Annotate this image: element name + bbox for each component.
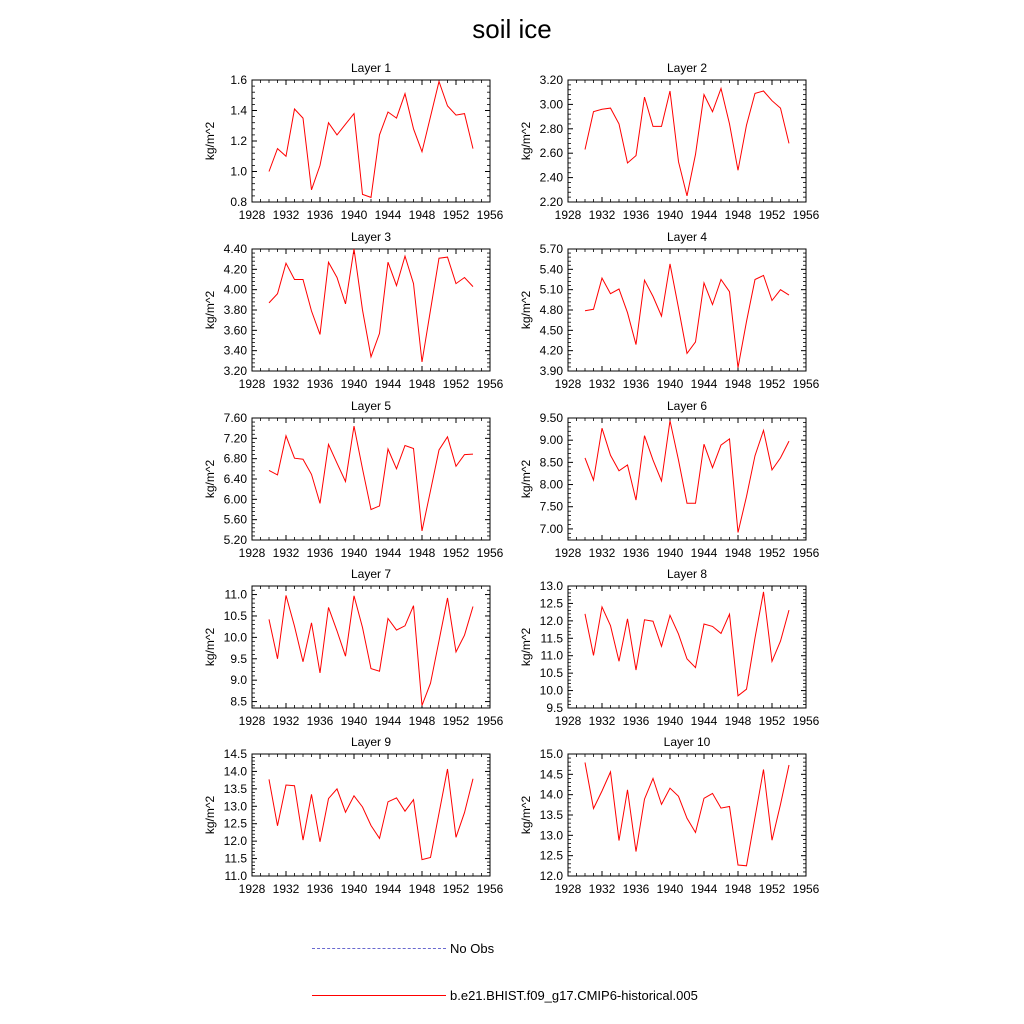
panel-title-layer-2: Layer 2 xyxy=(666,61,708,75)
y-axis-label-layer-7: kg/m^2 xyxy=(203,627,217,667)
x-tick-label: 1940 xyxy=(340,714,368,728)
x-tick-label: 1936 xyxy=(306,377,334,391)
x-tick-label: 1952 xyxy=(442,882,470,896)
y-tick-label: 12.5 xyxy=(539,596,563,611)
y-tick-label: 1.2 xyxy=(230,134,247,148)
x-tick-label: 1956 xyxy=(476,714,504,728)
y-tick-label: 6.40 xyxy=(223,472,247,486)
x-tick-label: 1952 xyxy=(442,208,470,222)
plot-frame-layer-1 xyxy=(252,80,490,202)
y-tick-label: 1.4 xyxy=(230,103,247,118)
x-tick-label: 1956 xyxy=(792,882,820,896)
panel-title-layer-9: Layer 9 xyxy=(350,735,392,749)
y-tick-label: 12.5 xyxy=(223,816,247,831)
x-tick-label: 1940 xyxy=(656,208,684,222)
y-tick-label: 9.50 xyxy=(539,411,563,425)
y-tick-label: 13.5 xyxy=(539,808,563,822)
y-tick-label: 4.80 xyxy=(539,303,563,317)
x-tick-label: 1944 xyxy=(690,377,718,391)
y-tick-label: 0.8 xyxy=(230,195,247,209)
y-tick-label: 10.0 xyxy=(539,683,563,698)
y-tick-label: 15.0 xyxy=(539,747,563,761)
y-tick-label: 5.60 xyxy=(223,512,247,527)
y-tick-label: 2.40 xyxy=(539,170,563,185)
x-tick-label: 1948 xyxy=(724,714,752,728)
y-tick-label: 9.0 xyxy=(230,673,247,688)
legend-label-model: b.e21.BHIST.f09_g17.CMIP6-historical.005 xyxy=(450,988,698,1003)
y-tick-label: 11.5 xyxy=(224,851,247,866)
x-tick-label: 1936 xyxy=(306,208,334,222)
y-tick-label: 2.20 xyxy=(539,195,563,209)
y-axis-label-layer-2: kg/m^2 xyxy=(519,121,533,161)
series-line-layer-5 xyxy=(269,426,473,531)
x-tick-label: 1944 xyxy=(374,546,402,560)
x-tick-label: 1944 xyxy=(690,546,718,560)
x-tick-label: 1956 xyxy=(476,377,504,391)
x-tick-label: 1932 xyxy=(588,714,616,728)
series-line-layer-2 xyxy=(585,89,789,196)
x-tick-label: 1952 xyxy=(758,882,786,896)
y-tick-label: 9.5 xyxy=(230,651,247,666)
y-tick-label: 11.0 xyxy=(540,648,563,663)
x-tick-label: 1928 xyxy=(238,714,266,728)
x-tick-label: 1952 xyxy=(758,377,786,391)
y-axis-label-layer-8: kg/m^2 xyxy=(519,627,533,667)
x-tick-label: 1928 xyxy=(554,714,582,728)
y-tick-label: 13.0 xyxy=(539,828,563,843)
panel-title-layer-8: Layer 8 xyxy=(666,567,708,581)
x-tick-label: 1932 xyxy=(272,377,300,391)
y-tick-label: 12.0 xyxy=(223,834,247,849)
y-tick-label: 10.0 xyxy=(223,630,247,645)
y-tick-label: 7.00 xyxy=(539,521,563,536)
y-tick-label: 5.70 xyxy=(539,242,563,256)
x-tick-label: 1928 xyxy=(238,208,266,222)
x-tick-label: 1928 xyxy=(238,546,266,560)
x-tick-label: 1928 xyxy=(554,377,582,391)
x-tick-label: 1932 xyxy=(272,546,300,560)
x-tick-label: 1928 xyxy=(554,882,582,896)
x-tick-label: 1940 xyxy=(656,882,684,896)
figure-title: soil ice xyxy=(472,14,552,44)
series-line-layer-3 xyxy=(269,249,473,362)
y-tick-label: 4.00 xyxy=(223,282,247,297)
y-tick-label: 9.00 xyxy=(539,433,563,448)
x-tick-label: 1944 xyxy=(690,208,718,222)
x-tick-label: 1956 xyxy=(792,546,820,560)
x-tick-label: 1928 xyxy=(554,208,582,222)
x-tick-label: 1952 xyxy=(758,208,786,222)
x-tick-label: 1948 xyxy=(724,377,752,391)
y-tick-label: 9.5 xyxy=(546,701,563,715)
y-tick-label: 2.60 xyxy=(539,146,563,161)
y-axis-label-layer-4: kg/m^2 xyxy=(519,290,533,330)
x-tick-label: 1936 xyxy=(622,377,650,391)
x-tick-label: 1944 xyxy=(690,882,718,896)
y-tick-label: 3.60 xyxy=(223,323,247,338)
x-tick-label: 1936 xyxy=(622,546,650,560)
y-tick-label: 5.40 xyxy=(539,262,563,277)
y-tick-label: 3.20 xyxy=(539,73,563,87)
x-tick-label: 1928 xyxy=(238,377,266,391)
y-tick-label: 1.6 xyxy=(230,73,247,87)
panel-title-layer-5: Layer 5 xyxy=(350,399,392,413)
y-tick-label: 8.50 xyxy=(539,455,563,470)
y-tick-label: 14.0 xyxy=(539,787,563,802)
y-axis-label-layer-1: kg/m^2 xyxy=(203,121,217,161)
x-tick-label: 1940 xyxy=(340,882,368,896)
y-axis-label-layer-3: kg/m^2 xyxy=(203,290,217,330)
x-tick-label: 1932 xyxy=(588,882,616,896)
x-tick-label: 1932 xyxy=(588,546,616,560)
y-tick-label: 3.20 xyxy=(223,364,247,378)
x-tick-label: 1952 xyxy=(442,546,470,560)
y-tick-label: 4.20 xyxy=(539,343,563,358)
y-tick-label: 12.5 xyxy=(539,848,563,863)
y-tick-label: 11.0 xyxy=(224,587,247,602)
x-tick-label: 1944 xyxy=(374,882,402,896)
legend-item-no-obs xyxy=(312,941,494,956)
x-tick-label: 1940 xyxy=(656,377,684,391)
y-tick-label: 4.20 xyxy=(223,262,247,277)
panel-title-layer-3: Layer 3 xyxy=(350,230,392,244)
y-tick-label: 13.0 xyxy=(539,579,563,593)
panel-title-layer-4: Layer 4 xyxy=(666,230,708,244)
x-tick-label: 1952 xyxy=(442,714,470,728)
y-tick-label: 4.50 xyxy=(539,323,563,338)
legend-line-model-swatch xyxy=(312,995,446,996)
x-tick-label: 1940 xyxy=(340,377,368,391)
x-tick-label: 1932 xyxy=(272,882,300,896)
y-tick-label: 7.60 xyxy=(223,411,247,425)
x-tick-label: 1956 xyxy=(792,208,820,222)
plot-frame-layer-9 xyxy=(252,754,490,876)
x-tick-label: 1932 xyxy=(588,377,616,391)
x-tick-label: 1936 xyxy=(622,208,650,222)
y-tick-label: 3.90 xyxy=(539,364,563,378)
plot-frame-layer-5 xyxy=(252,418,490,540)
x-tick-label: 1940 xyxy=(656,546,684,560)
x-tick-label: 1948 xyxy=(724,208,752,222)
y-axis-label-layer-5: kg/m^2 xyxy=(203,459,217,499)
x-tick-label: 1948 xyxy=(724,546,752,560)
series-line-layer-6 xyxy=(585,421,789,533)
x-tick-label: 1936 xyxy=(306,714,334,728)
x-tick-label: 1948 xyxy=(408,714,436,728)
x-tick-label: 1956 xyxy=(476,546,504,560)
x-tick-label: 1932 xyxy=(588,208,616,222)
x-tick-label: 1928 xyxy=(554,546,582,560)
x-tick-label: 1948 xyxy=(408,882,436,896)
legend-line-obs-swatch xyxy=(312,948,446,949)
x-tick-label: 1952 xyxy=(758,546,786,560)
x-tick-label: 1956 xyxy=(792,377,820,391)
x-tick-label: 1944 xyxy=(374,208,402,222)
y-tick-label: 11.5 xyxy=(540,631,563,646)
y-tick-label: 5.20 xyxy=(223,533,247,547)
y-tick-label: 8.5 xyxy=(230,694,247,709)
series-line-layer-9 xyxy=(269,769,473,860)
y-tick-label: 7.50 xyxy=(539,499,563,514)
y-tick-label: 12.0 xyxy=(539,869,563,883)
series-line-layer-4 xyxy=(585,264,789,368)
y-tick-label: 5.10 xyxy=(539,282,563,297)
series-line-layer-7 xyxy=(269,595,473,705)
x-tick-label: 1940 xyxy=(340,546,368,560)
y-tick-label: 7.20 xyxy=(223,431,247,446)
panel-title-layer-1: Layer 1 xyxy=(350,61,392,75)
y-axis-label-layer-9: kg/m^2 xyxy=(203,795,217,835)
x-tick-label: 1952 xyxy=(758,714,786,728)
x-tick-label: 1936 xyxy=(622,882,650,896)
y-tick-label: 3.80 xyxy=(223,303,247,317)
x-tick-label: 1932 xyxy=(272,714,300,728)
series-line-layer-10 xyxy=(585,763,789,866)
panel-title-layer-6: Layer 6 xyxy=(666,399,708,413)
y-axis-label-layer-10: kg/m^2 xyxy=(519,795,533,835)
series-line-layer-1 xyxy=(269,82,473,198)
series-line-layer-8 xyxy=(585,592,789,696)
y-tick-label: 14.0 xyxy=(223,764,247,779)
plot-frame-layer-7 xyxy=(252,586,490,708)
legend-label-no-obs: No Obs xyxy=(450,941,495,956)
x-tick-label: 1928 xyxy=(238,882,266,896)
y-tick-label: 4.40 xyxy=(223,242,247,256)
x-tick-label: 1940 xyxy=(340,208,368,222)
y-tick-label: 14.5 xyxy=(539,767,563,782)
x-tick-label: 1944 xyxy=(374,714,402,728)
y-tick-label: 14.5 xyxy=(223,747,247,761)
y-tick-label: 3.00 xyxy=(539,97,563,112)
y-tick-label: 3.40 xyxy=(223,343,247,358)
x-tick-label: 1956 xyxy=(476,208,504,222)
y-tick-label: 1.0 xyxy=(230,164,247,179)
y-tick-label: 12.0 xyxy=(539,613,563,628)
plot-frame-layer-6 xyxy=(568,418,806,540)
y-tick-label: 10.5 xyxy=(539,666,563,681)
y-tick-label: 8.00 xyxy=(539,477,563,492)
panel-title-layer-10: Layer 10 xyxy=(663,735,711,749)
x-tick-label: 1948 xyxy=(408,546,436,560)
y-tick-label: 2.80 xyxy=(539,121,563,136)
x-tick-label: 1936 xyxy=(306,546,334,560)
plot-frame-layer-10 xyxy=(568,754,806,876)
x-tick-label: 1944 xyxy=(690,714,718,728)
x-tick-label: 1940 xyxy=(656,714,684,728)
x-tick-label: 1956 xyxy=(792,714,820,728)
y-tick-label: 10.5 xyxy=(223,608,247,623)
y-tick-label: 13.0 xyxy=(223,799,247,814)
y-tick-label: 6.80 xyxy=(223,451,247,466)
x-tick-label: 1936 xyxy=(622,714,650,728)
y-tick-label: 6.00 xyxy=(223,492,247,507)
x-tick-label: 1948 xyxy=(724,882,752,896)
y-tick-label: 11.0 xyxy=(224,869,247,883)
x-tick-label: 1948 xyxy=(408,208,436,222)
x-tick-label: 1932 xyxy=(272,208,300,222)
y-axis-label-layer-6: kg/m^2 xyxy=(519,459,533,499)
legend-item-model xyxy=(312,988,698,1003)
panel-title-layer-7: Layer 7 xyxy=(350,567,392,581)
y-tick-label: 13.5 xyxy=(223,781,247,796)
x-tick-label: 1948 xyxy=(408,377,436,391)
x-tick-label: 1952 xyxy=(442,377,470,391)
x-tick-label: 1956 xyxy=(476,882,504,896)
x-tick-label: 1944 xyxy=(374,377,402,391)
x-tick-label: 1936 xyxy=(306,882,334,896)
